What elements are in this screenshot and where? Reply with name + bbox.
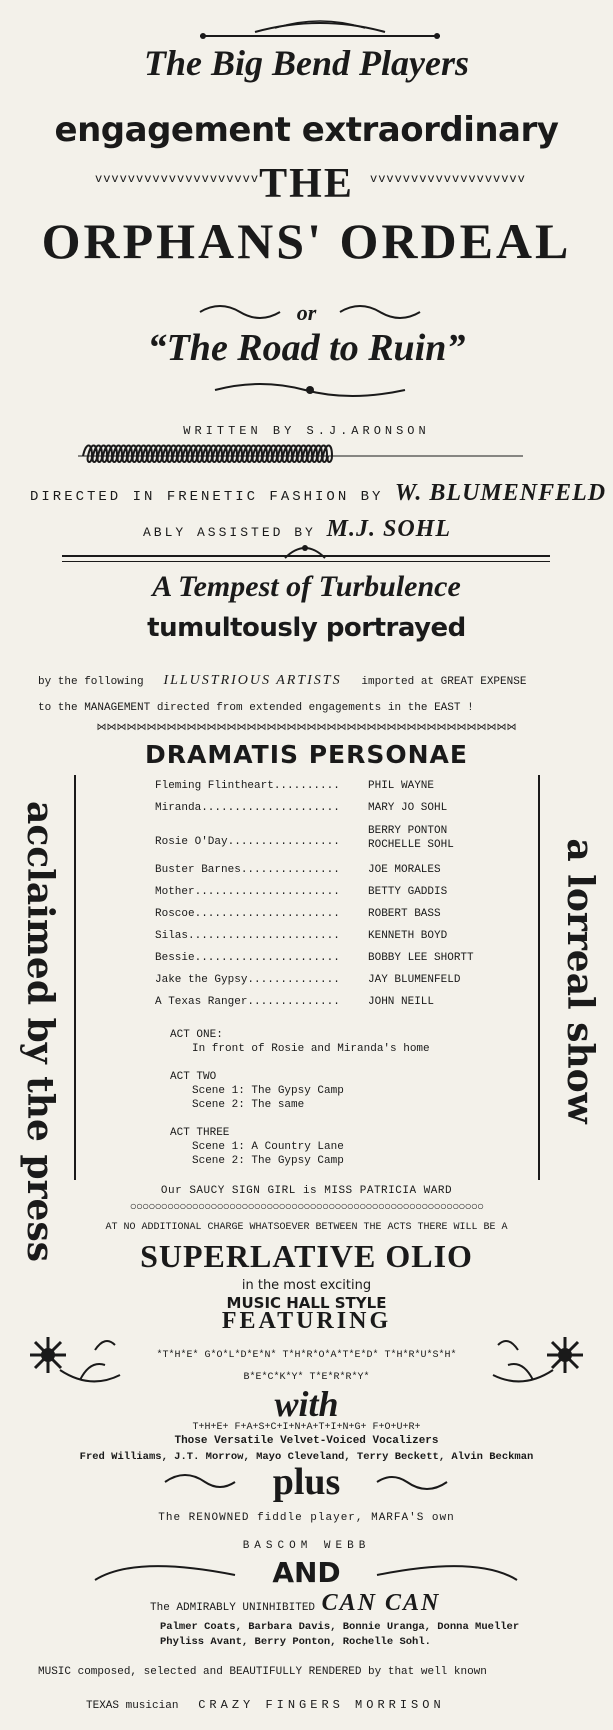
cast-actor: BOBBY LEE SHORTT [368, 952, 474, 964]
cast-role: Rosie O'Day................. [155, 836, 340, 848]
cast-role: Mother...................... [155, 886, 340, 898]
cast-role: A Texas Ranger.............. [155, 996, 340, 1008]
play-title: ORPHANS' ORDEAL [41, 213, 572, 269]
cast-row [155, 802, 555, 814]
engagement-line: engagement extraordinary [54, 110, 559, 150]
act-three-scene-2: Scene 2: The Gypsy Camp [192, 1155, 344, 1167]
coil-ornament [78, 442, 523, 470]
music-credit-line-2 [86, 1698, 445, 1712]
artists-lead: by the following [38, 676, 144, 688]
artists-illustrious: ILLUSTRIOUS ARTISTS [163, 673, 342, 688]
music-credit-musician: CRAZY FINGERS MORRISON [198, 1698, 445, 1712]
olio-featuring: FEATURING [221, 1308, 392, 1334]
cast-row [155, 974, 555, 986]
cast-role: Bessie...................... [155, 952, 340, 964]
oval-chain-ornament: ○○○○○○○○○○○○○○○○○○○○○○○○○○○○○○○○○○○○○○○○○○○○○○○○○○○○○○○○○ [129, 1200, 484, 1214]
artists-line [38, 673, 526, 689]
cancan-line [150, 1590, 440, 1617]
cast-actor: JOHN NEILL [368, 996, 435, 1008]
dancers-line-1: Palmer Coats, Barbara Davis, Bonnie Uranga, Donna Mueller [160, 1621, 520, 1633]
cast-row [155, 886, 555, 898]
directed-lead: DIRECTED IN FRENETIC FASHION BY [30, 489, 384, 505]
divider-ornament [280, 540, 330, 562]
with-word: with [274, 1384, 339, 1424]
acts-list [170, 1028, 430, 1168]
cast-row [155, 780, 555, 792]
assisted-lead: ABLY ASSISTED BY [143, 525, 316, 540]
subtitle-flourish-ornament [210, 380, 410, 400]
becky-terry-line: B*E*C*K*Y* T*E*R*R*Y* [243, 1372, 370, 1383]
act-three-scene-1: Scene 1: A Country Lane [192, 1141, 344, 1153]
cast-row [155, 864, 555, 876]
or-word: or [296, 300, 317, 325]
fiddle-line: The RENOWNED fiddle player, MARFA'S own [158, 1512, 455, 1524]
cast-role: Roscoe...................... [155, 908, 340, 920]
cast-row [155, 930, 555, 942]
cast-frame-left [74, 775, 76, 1180]
assistant-name: M.J. SOHL [326, 516, 451, 542]
act-two-scene-1: Scene 1: The Gypsy Camp [192, 1085, 344, 1097]
tagline-tempest: A Tempest of Turbulence [152, 570, 461, 603]
cast-role: Miranda..................... [155, 802, 340, 814]
written-by: WRITTEN BY S.J.ARONSON [183, 424, 430, 438]
tagline-portrayed: tumultously portrayed [147, 613, 466, 643]
cast-row [155, 824, 555, 851]
chain-ornament: ⋈⋈⋈⋈⋈⋈⋈⋈⋈⋈⋈⋈⋈⋈⋈⋈⋈⋈⋈⋈⋈⋈⋈⋈⋈⋈⋈⋈⋈⋈⋈⋈⋈⋈⋈⋈⋈⋈⋈⋈⋈⋈ [96, 723, 517, 734]
vocalizers-line: Those Versatile Velvet-Voiced Vocalizers [174, 1435, 439, 1447]
olio-heading: SUPERLATIVE OLIO [140, 1238, 473, 1274]
cast-actor: KENNETH BOYD [368, 930, 448, 942]
act-one-heading: ACT ONE: [170, 1029, 223, 1041]
cancan-title: CAN CAN [321, 1590, 441, 1616]
act-one-scene: In front of Rosie and Miranda's home [192, 1043, 430, 1055]
fascinating-four-line: T+H+E+ F+A+S+C+I+N+A+T+I+N+G+ F+O+U+R+ [192, 1422, 421, 1433]
golden-throated-line: *T*H*E* G*O*L*D*E*N* T*H*R*O*A*T*E*D* T*H*R*U*S*H* [156, 1350, 457, 1361]
act-two-heading: ACT TWO [170, 1071, 217, 1083]
cast-actor: BETTY GADDIS [368, 886, 448, 898]
cast-actor: ROBERT BASS [368, 908, 441, 920]
dramatis-heading: DRAMATIS PERSONAE [145, 740, 468, 769]
directed-line [30, 480, 606, 507]
cast-actor: MARY JO SOHL [368, 802, 448, 814]
olio-intro: AT NO ADDITIONAL CHARGE WHATSOEVER BETWEEN THE ACTS THERE WILL BE A [105, 1222, 508, 1233]
singers-line: Fred Williams, J.T. Morrow, Mayo Cleveland, Terry Beckett, Alvin Beckman [79, 1451, 534, 1463]
zigzag-right-ornament: vvvvvvvvvvvvvvvvvvv [370, 172, 526, 186]
fiddler-name: BASCOM WEBB [242, 1540, 371, 1552]
cast-row [155, 908, 555, 920]
music-credit-lead: TEXAS musician [86, 1700, 179, 1712]
dancers-line-2: Phyliss Avant, Berry Ponton, Rochelle Sohl. [160, 1636, 431, 1648]
act-two-scene-2: Scene 2: The same [192, 1099, 305, 1111]
cast-actor: PHIL WAYNE [368, 780, 435, 792]
cast-row [155, 952, 555, 964]
cast-actor: JAY BLUMENFELD [368, 974, 461, 986]
zigzag-left-ornament: vvvvvvvvvvvvvvvvvvvv [95, 172, 260, 186]
olio-in-most: in the most exciting [241, 1278, 372, 1293]
cast-role: Silas....................... [155, 930, 340, 942]
play-subtitle: “The Road to Ruin” [147, 327, 466, 369]
cast-actor: JOE MORALES [368, 864, 441, 876]
cast-row [155, 996, 555, 1008]
artists-expense: imported at GREAT EXPENSE [361, 676, 527, 688]
the-heading: THE [259, 161, 354, 207]
music-credit-line-1: MUSIC composed, selected and BEAUTIFULLY RENDERED by that well known [38, 1666, 487, 1678]
sign-girl-line: Our SAUCY SIGN GIRL is MISS PATRICIA WARD [160, 1185, 453, 1197]
cast-role: Buster Barnes............... [155, 864, 340, 876]
cast-actor: BERRY PONTON [368, 825, 448, 837]
assisted-line [143, 516, 451, 543]
and-word: AND [272, 1556, 341, 1589]
cast-actor: ROCHELLE SOHL [368, 839, 454, 851]
cast-role: Fleming Flintheart.......... [155, 780, 340, 792]
cast-role: Jake the Gypsy.............. [155, 974, 340, 986]
cancan-lead: The ADMIRABLY UNINHIBITED [150, 1602, 316, 1614]
olio-music-hall: MUSIC HALL STYLE [226, 1294, 387, 1312]
company-name: The Big Bend Players [144, 43, 469, 83]
side-text-right: a lorreal show [559, 838, 601, 1124]
act-three-heading: ACT THREE [170, 1127, 230, 1139]
director-name: W. BLUMENFELD [394, 480, 607, 506]
side-text-left: acclaimed by the press [19, 801, 61, 1262]
plus-word: plus [272, 1461, 341, 1503]
management-line: to the MANAGEMENT directed from extended engagements in the EAST ! [38, 702, 474, 714]
cast-actor-pair [368, 824, 454, 852]
